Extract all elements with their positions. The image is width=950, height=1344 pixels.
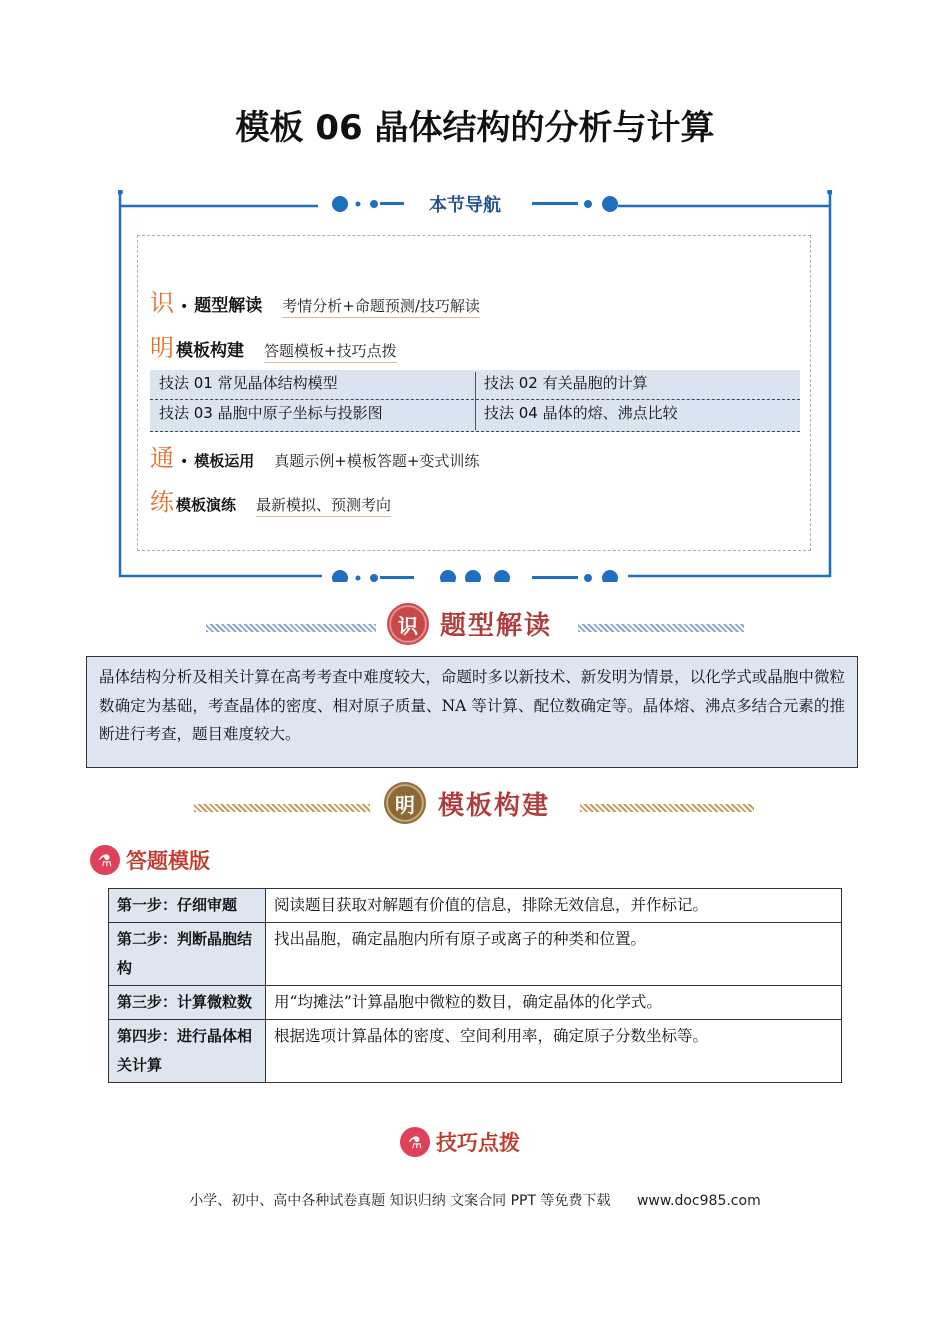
nav-heading: 本节导航 [410,191,520,217]
step-label: 第三步：计算微粒数 [109,986,266,1020]
nav-row-tong [150,438,479,473]
nav-label: 模板运用 [194,452,255,470]
nav-label: 题型解读 [194,296,263,316]
skill-cell: 技法 02 有关晶胞的计算 [484,374,648,392]
nav-row-shi [150,283,480,318]
dot-separator: • [180,454,189,470]
nav-row-ming [150,328,397,363]
step-text: 根据选项计算晶体的密度、空间利用率，确定原子分数坐标等。 [266,1020,842,1083]
step-text: 找出晶胞，确定晶胞内所有原子或离子的种类和位置。 [266,923,842,986]
nav-desc: 真题示例+模板答题+变式训练 [274,452,480,470]
banner-hatch-right [578,624,744,632]
flask-icon: ⚗ [400,1127,430,1157]
nav-char: 明 [150,334,174,362]
section-title: 模板构建 [438,791,551,821]
footer-text: 小学、初中、高中各种试卷真题 知识归纳 文案合同 PPT 等免费下载 [189,1193,611,1209]
seal-icon: 明 [384,782,426,824]
step-label: 第二步：判断晶胞结构 [109,923,266,986]
footer [0,1190,950,1210]
nav-desc: 最新模拟、预测考向 [256,494,391,517]
footer-link[interactable]: www.doc985.com [636,1193,761,1209]
answer-template-header [90,845,210,875]
nav-row-lian [150,482,391,517]
banner-hatch-left [194,804,370,812]
table-row [109,923,842,986]
page-title: 模板 06 晶体结构的分析与计算 [235,108,715,148]
seal-icon: 识 [387,603,429,645]
tips-title: 技巧点拨 [436,1131,520,1155]
step-label: 第一步：仔细审题 [109,889,266,923]
skill-cell: 技法 01 常见晶体结构模型 [159,374,338,392]
divider [150,431,800,432]
banner-hatch-left [206,624,376,632]
step-text: 用“均摊法”计算晶胞中微粒的数目，确定晶体的化学式。 [266,986,842,1020]
flask-icon: ⚗ [90,845,120,875]
steps-table [108,888,842,1083]
table-row [109,1020,842,1083]
nav-char: 识 [150,289,174,317]
nav-char: 通 [150,444,174,472]
divider [475,372,476,430]
answer-template-title: 答题模版 [126,849,210,873]
skill-table [150,370,800,432]
section-title: 题型解读 [440,611,553,641]
table-row [109,986,842,1020]
nav-char: 练 [150,488,174,516]
table-row [109,889,842,923]
nav-label: 模板演练 [176,496,237,514]
step-label: 第四步：进行晶体相关计算 [109,1020,266,1083]
nav-desc: 考情分析+命题预测/技巧解读 [282,295,480,318]
nav-desc: 答题模板+技巧点拨 [264,340,397,363]
step-text: 阅读题目获取对解题有价值的信息，排除无效信息，并作标记。 [266,889,842,923]
dot-separator: • [180,299,189,315]
banner-hatch-right [580,804,754,812]
skill-cell: 技法 04 晶体的熔、沸点比较 [484,404,678,422]
skill-cell: 技法 03 晶胞中原子坐标与投影图 [159,404,383,422]
tips-header [400,1127,520,1157]
intro-box: 晶体结构分析及相关计算在高考考查中难度较大，命题时多以新技术、新发明为情景，以化学式或晶胞中微粒数确定为基础，考查晶体的密度、相对原子质量、NA 等计算、配位数确定等。晶体熔、沸点多结合元素的推断进行考查，题目难度较大。 [86,656,858,768]
nav-label: 模板构建 [176,341,244,361]
